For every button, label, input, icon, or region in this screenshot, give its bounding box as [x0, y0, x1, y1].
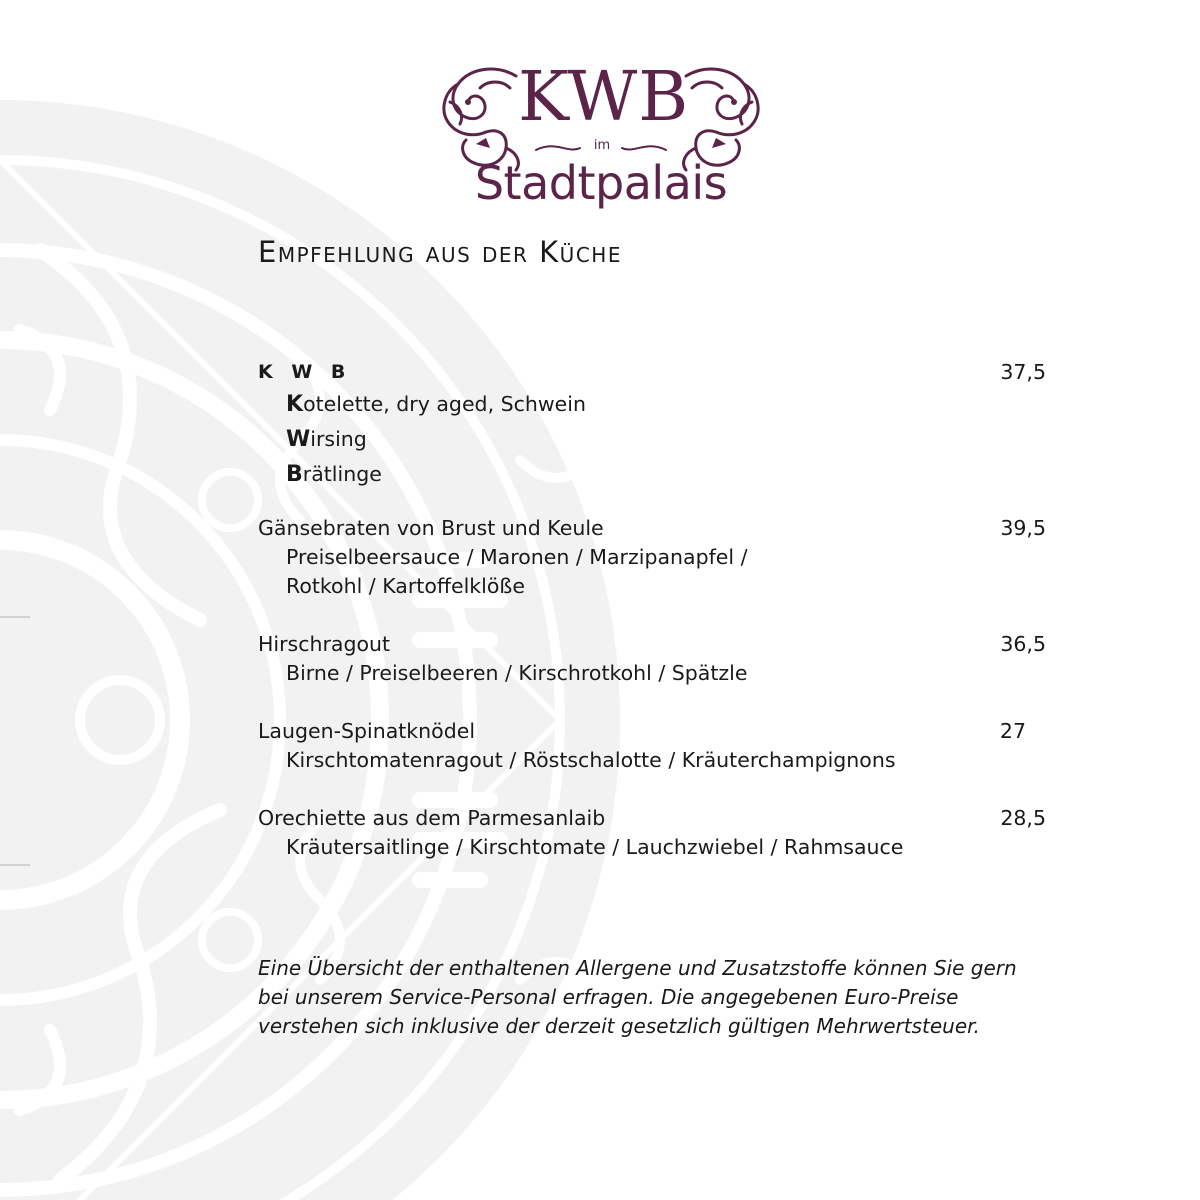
- dish-item: [258, 717, 1050, 775]
- note-line: bei unserem Service-Personal erfragen. Die angegebenen Euro-Preise: [258, 985, 959, 1009]
- component-initial: K: [286, 392, 304, 417]
- dish-price: 36,5: [1000, 632, 1046, 656]
- dish-component: [258, 422, 1050, 457]
- component-initial: W: [286, 427, 311, 452]
- brand-location: Stadtpalais: [474, 156, 728, 210]
- note-line: verstehen sich inklusive der derzeit gesetzlich gültigen Mehrwertsteuer.: [258, 1014, 980, 1038]
- dish-price: 39,5: [1000, 516, 1046, 540]
- dish-description: Preiselbeersauce / Maronen / Marzipanapfel /: [286, 545, 748, 569]
- allergen-note: [258, 954, 1058, 1041]
- dish-name: Laugen-Spinatknödel: [258, 719, 476, 743]
- dish-name: Hirschragout: [258, 632, 391, 656]
- dish-price: 28,5: [1000, 806, 1046, 830]
- dish-item: [258, 514, 1050, 601]
- dish-name: Gänsebraten von Brust und Keule: [258, 516, 604, 540]
- brand-connector: im: [593, 138, 611, 153]
- component-rest: irsing: [310, 427, 367, 451]
- dish-description: Birne / Preiselbeeren / Kirschrotkohl / Spätzle: [286, 661, 748, 685]
- component-initial: B: [286, 462, 303, 487]
- dish-description: Kräutersaitlinge / Kirschtomate / Lauchzwiebel / Rahmsauce: [286, 835, 904, 859]
- dish-description: Kirschtomatenragout / Röstschalotte / Kräuterchampignons: [286, 748, 896, 772]
- dish-component: [258, 457, 1050, 492]
- component-rest: otelette, dry aged, Schwein: [303, 392, 586, 416]
- brand-logo: [436, 58, 766, 218]
- dish-item: [258, 358, 1050, 492]
- dish-component: [258, 387, 1050, 422]
- dish-list: [258, 358, 1050, 862]
- dish-price: 27: [999, 719, 1026, 743]
- menu-heading: Empfehlung aus der Küche: [258, 235, 622, 269]
- dish-name: Orechiette aus dem Parmesanlaib: [258, 806, 606, 830]
- component-rest: rätlinge: [302, 462, 382, 486]
- dish-price: 37,5: [1000, 360, 1046, 384]
- dish-name: K W B: [258, 361, 352, 383]
- note-line: Eine Übersicht der enthaltenen Allergene und Zusatzstoffe können Sie gern: [258, 956, 1017, 980]
- dish-item: [258, 630, 1050, 688]
- brand-name: KWB: [518, 58, 690, 137]
- dish-item: [258, 804, 1050, 862]
- dish-description: Rotkohl / Kartoffelklöße: [286, 574, 525, 598]
